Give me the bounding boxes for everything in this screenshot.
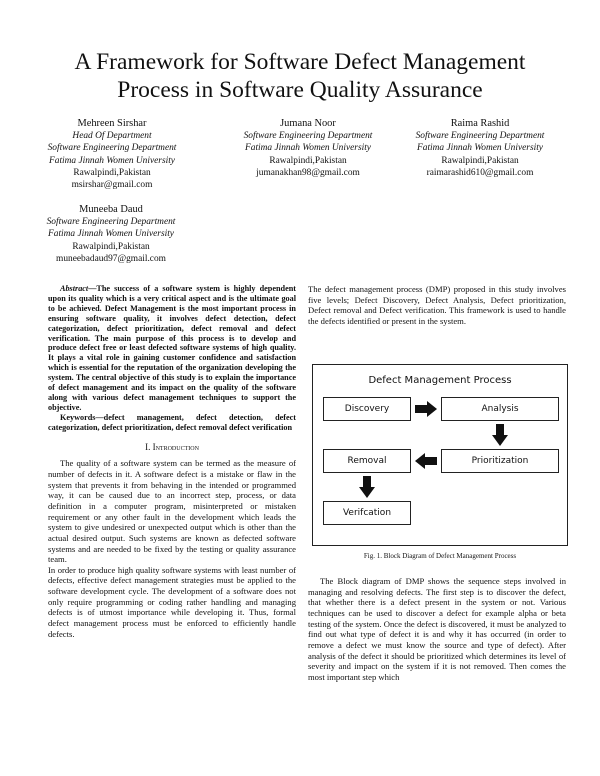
paper-title	[0, 48, 600, 104]
dmp-paragraph: The defect management process (DMP) proposed in this study involves five levels; Defect Discovery, Defect Analysis, Defect prioritization, Defect removal and Defect verification. This framework is used to handle the defects identified or present in the system.	[308, 284, 566, 326]
title-line-1: A Framework for Software Defect Management	[74, 49, 526, 75]
block-diagram-paragraph: The Block diagram of DMP shows the sequence steps involved in managing and resolving defects. The first step is to discover the defect, that whether there is a defect present in the system or not. Various techniques can be used to discover a defect for example alpha or beta testing of the system. Once the defect is discovered, it must be analyzed to find out what type of defect it is and why it has occurred (in order to remove a defect we must know the source and type of defect). After analysis of the defect it should be prioritized which determines its level of severity and impact on the system if it is not removed. Then comes the most important step which	[308, 576, 566, 682]
author-block-1	[30, 118, 194, 191]
author-univ: Fatima Jinnah Women University	[49, 155, 175, 166]
author-name: Raima Rashid	[450, 118, 510, 129]
diagram-box-removal: Removal	[323, 449, 411, 473]
author-univ: Fatima Jinnah Women University	[48, 229, 174, 240]
dmp-block-diagram	[312, 364, 568, 546]
left-column	[48, 284, 296, 639]
keywords: Keywords—defect management, defect detection, defect categorization, defect prioritization, defect removal defect verification	[48, 412, 296, 432]
author-name: Muneeba Daud	[79, 204, 143, 215]
author-block-3	[398, 118, 562, 179]
diagram-box-discovery: Discovery	[323, 397, 411, 421]
diagram-box-prioritization: Prioritization	[441, 449, 559, 473]
title-line-2: Process in Software Quality Assurance	[117, 77, 483, 103]
abstract	[48, 284, 296, 413]
author-email: jumanakhan98@gmail.com	[256, 167, 360, 178]
arrow-down-icon	[492, 424, 508, 446]
author-email: msirshar@gmail.com	[71, 180, 153, 191]
author-name: Mehreen Sirshar	[77, 118, 147, 129]
author-email: muneebadaud97@gmail.com	[56, 253, 166, 264]
author-univ: Fatima Jinnah Women University	[417, 143, 543, 154]
author-city: Rawalpindi,Pakistan	[72, 241, 150, 252]
figure-caption: Fig. 1. Block Diagram of Defect Management Process	[363, 552, 517, 560]
author-block-4	[36, 204, 186, 265]
abstract-label: Abstract	[60, 284, 89, 293]
author-city: Rawalpindi,Pakistan	[441, 155, 519, 166]
author-dept: Software Engineering Department	[47, 143, 177, 154]
intro-paragraph-2: In order to produce high quality software systems with least number of defects, effective defect management strategies must be applied to the software development cycle. The development of a software does not only require programming or coding rather handling and managing defects is of utmost importance while developing it. Thus, formal defect management process must be enforced to efficiently handle defects.	[48, 564, 296, 639]
diagram-box-analysis: Analysis	[441, 397, 559, 421]
author-block-2	[226, 118, 390, 179]
section-heading-introduction: I. Introduction	[145, 441, 199, 452]
arrow-down-icon	[359, 476, 375, 498]
author-dept: Software Engineering Department	[415, 131, 545, 142]
right-column-bottom	[308, 576, 566, 683]
author-dept: Software Engineering Department	[243, 131, 373, 142]
right-column-top	[308, 284, 566, 327]
diagram-title: Defect Management Process	[368, 375, 512, 386]
author-role: Head Of Department	[72, 131, 152, 142]
author-name: Jumana Noor	[280, 118, 336, 129]
author-univ: Fatima Jinnah Women University	[245, 143, 371, 154]
author-dept: Software Engineering Department	[46, 217, 176, 228]
author-city: Rawalpindi,Pakistan	[73, 167, 151, 178]
diagram-box-verification: Verifcation	[323, 501, 411, 525]
author-city: Rawalpindi,Pakistan	[269, 155, 347, 166]
arrow-right-icon	[415, 401, 437, 417]
abstract-text: —The success of a software system is highly dependent upon its quality which is a very critical aspect and is the ultimate goal to be achieved. Defect Management is the most important process in ensuring software quality, it involves defect detection, defect categorization, defect prioritization, defect removal and defect verification. The main purpose of this process is to develop and produce defect free or least defected software systems of high quality. It plays a vital role in gaining customer confidence and satisfaction which is essential for the reputation of the organization developing the system. The central objective of this study is to explain the importance of defect management and its impact on the quality of the software along with various defect management techniques to support the objective.	[48, 284, 296, 412]
author-email: raimarashid610@gmail.com	[426, 167, 534, 178]
intro-paragraph-1: The quality of a software system can be termed as the measure of number of defects in it. A software defect is a mistake or flaw in the system that prevents it from behaving in the intended or programmed way, it can be caused due to an incorrect step, process, or data definition in a computer program, misinterpreted or mistaken requirement or any other fault in the development which leads the system to give undesired or unexpected output which is other than the actual desired output. Such systems are known as defected software systems and are needed to be fixed by the testing or quality assurance team.	[48, 458, 296, 565]
arrow-left-icon	[415, 453, 437, 469]
